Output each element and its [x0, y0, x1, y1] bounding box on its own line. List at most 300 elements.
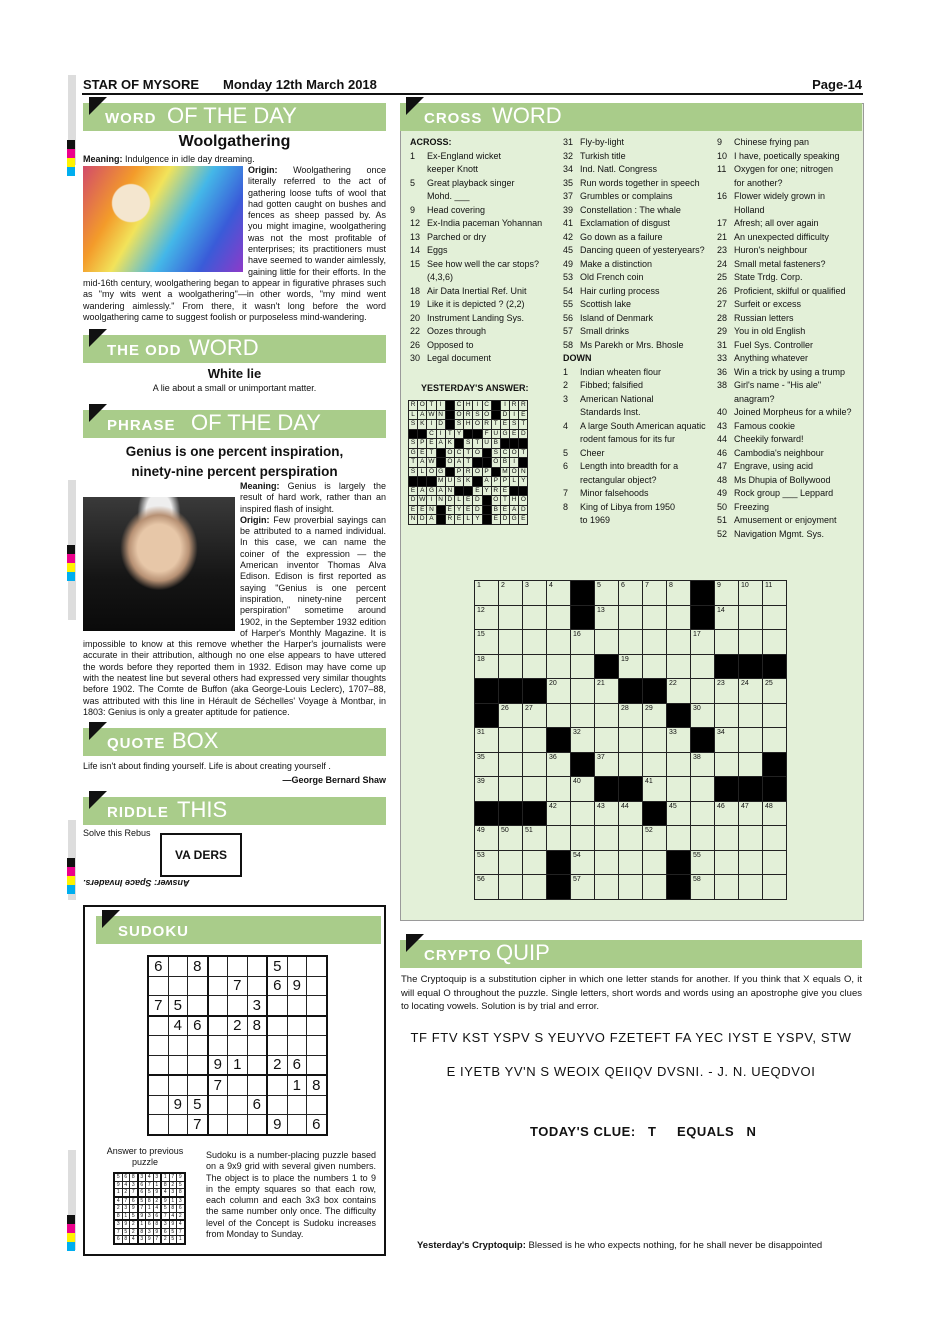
sudoku-cell[interactable]: 6 [148, 956, 168, 976]
sudoku-cell[interactable] [208, 1016, 228, 1036]
crossword-cell[interactable] [763, 850, 787, 875]
crossword-cell[interactable] [667, 679, 691, 704]
clue-text: I have, poetically speaking [734, 150, 840, 161]
crossword-cell[interactable] [667, 728, 691, 753]
answer-letter: G [436, 467, 445, 477]
crossword-cell[interactable] [667, 630, 691, 655]
sudoku-cell[interactable] [188, 976, 208, 996]
crossword-cell[interactable] [523, 850, 547, 875]
crossword-cell[interactable] [619, 875, 643, 900]
answer-letter: D [418, 515, 427, 525]
prev-sudoku-cell: 8 [169, 1205, 177, 1213]
sudoku-row [114, 1212, 185, 1220]
crossword-cell[interactable] [571, 875, 595, 900]
crossword-cell[interactable] [667, 777, 691, 802]
crossword-cell[interactable] [739, 752, 763, 777]
answer-letter: T [519, 420, 528, 430]
crossword-cell[interactable] [763, 728, 787, 753]
down-clue: anagram? [734, 393, 775, 404]
crossword-cell[interactable] [475, 630, 499, 655]
crossword-cell[interactable] [643, 850, 667, 875]
crossword-cell[interactable] [643, 777, 667, 802]
crossword-cell[interactable] [571, 728, 595, 753]
band-label-small: CROSS [424, 110, 483, 127]
sudoku-cell[interactable]: 9 [208, 1055, 228, 1075]
clue-text: Small metal fasteners? [734, 258, 826, 269]
crossword-cell[interactable] [619, 728, 643, 753]
crossword-cell[interactable] [475, 728, 499, 753]
sudoku-cell[interactable] [228, 1115, 248, 1135]
crossword-cell[interactable] [547, 752, 571, 777]
crossword-cell[interactable] [643, 630, 667, 655]
sudoku-cell[interactable] [307, 956, 327, 976]
clue-text: Like it is depicted ? (2,2) [427, 299, 525, 309]
crossword-cell[interactable] [595, 581, 619, 606]
todays-clue: TODAY'S CLUE: T EQUALS N [530, 1124, 757, 1139]
sudoku-cell[interactable]: 6 [307, 1115, 327, 1135]
sudoku-cell[interactable] [148, 1075, 168, 1095]
sudoku-cell[interactable] [307, 976, 327, 996]
crossword-cell[interactable] [715, 630, 739, 655]
crossword-cell[interactable] [595, 703, 619, 728]
sudoku-cell[interactable]: 2 [267, 1055, 287, 1075]
sudoku-cell[interactable] [287, 1016, 307, 1036]
crossword-cell[interactable] [547, 630, 571, 655]
crossword-cell[interactable] [595, 605, 619, 630]
sudoku-cell[interactable] [148, 1055, 168, 1075]
crossword-cell[interactable] [619, 826, 643, 851]
cell-number [619, 728, 642, 729]
crossword-cell[interactable] [499, 703, 523, 728]
sudoku-cell[interactable] [228, 1095, 248, 1115]
crossword-cell[interactable] [739, 850, 763, 875]
clue-number: 31 [563, 137, 574, 147]
crossword-cell[interactable] [547, 801, 571, 826]
crossword-cell[interactable] [691, 801, 715, 826]
sudoku-cell[interactable]: 5 [168, 996, 188, 1016]
crossword-cell[interactable] [763, 605, 787, 630]
sudoku-cell[interactable] [208, 1115, 228, 1135]
crossword-cell[interactable] [643, 875, 667, 900]
sudoku-cell[interactable] [267, 1036, 287, 1056]
sudoku-cell[interactable] [287, 1095, 307, 1115]
sudoku-cell[interactable] [168, 1115, 188, 1135]
answer-row [409, 505, 528, 515]
answer-letter: S [464, 439, 473, 449]
crossword-cell[interactable] [739, 875, 763, 900]
sudoku-cell[interactable]: 1 [228, 1055, 248, 1075]
clue-number: 46 [717, 447, 728, 458]
crossword-cell[interactable] [763, 679, 787, 704]
sudoku-cell[interactable] [208, 976, 228, 996]
sudoku-cell[interactable] [267, 1095, 287, 1115]
crossword-cell[interactable] [595, 826, 619, 851]
crossword-cell[interactable] [643, 728, 667, 753]
sudoku-cell[interactable] [287, 1036, 307, 1056]
sudoku-cell[interactable] [228, 996, 248, 1016]
sudoku-cell[interactable]: 6 [247, 1095, 267, 1115]
answer-letter: P [491, 477, 500, 487]
sudoku-cell[interactable] [148, 1095, 168, 1115]
crossword-cell[interactable] [523, 703, 547, 728]
crossword-cell[interactable] [523, 581, 547, 606]
sudoku-cell[interactable] [267, 996, 287, 1016]
sudoku-cell[interactable]: 5 [267, 956, 287, 976]
crossword-cell[interactable] [523, 875, 547, 900]
cell-number [499, 753, 522, 754]
crossword-cell[interactable] [595, 801, 619, 826]
crossword-cell[interactable] [571, 826, 595, 851]
sudoku-cell[interactable] [228, 1036, 248, 1056]
sudoku-cell[interactable]: 4 [168, 1016, 188, 1036]
sudoku-cell[interactable] [307, 1036, 327, 1056]
cell-number [763, 728, 786, 729]
prev-sudoku-cell: 5 [161, 1205, 169, 1213]
crossword-cell[interactable] [643, 752, 667, 777]
sudoku-cell[interactable] [247, 956, 267, 976]
crossword-cell[interactable] [715, 581, 739, 606]
cell-number [739, 704, 762, 705]
crossword-cell[interactable] [715, 875, 739, 900]
crossword-cell[interactable] [643, 605, 667, 630]
cell-number [739, 851, 762, 852]
answer-black-square [482, 505, 491, 515]
crossword-cell[interactable] [547, 605, 571, 630]
answer-black-square [454, 486, 463, 496]
crossword-cell[interactable] [691, 826, 715, 851]
crossword-cell[interactable] [475, 850, 499, 875]
sudoku-cell[interactable]: 9 [168, 1095, 188, 1115]
answer-letter: O [473, 420, 482, 430]
crossword-cell[interactable] [595, 850, 619, 875]
answer-letter: S [409, 439, 418, 449]
crossword-cell[interactable] [643, 703, 667, 728]
answer-letter: B [491, 505, 500, 515]
crossword-cell[interactable] [499, 850, 523, 875]
crossword-cell[interactable] [715, 801, 739, 826]
crossword-cell[interactable] [715, 850, 739, 875]
cell-number [499, 655, 522, 656]
sudoku-cell[interactable] [267, 1016, 287, 1036]
prev-sudoku-cell: 1 [122, 1212, 130, 1220]
crossword-cell[interactable] [643, 654, 667, 679]
sudoku-cell[interactable] [168, 1036, 188, 1056]
crossword-cell[interactable] [715, 826, 739, 851]
crossword-cell[interactable] [523, 752, 547, 777]
crossword-cell[interactable] [475, 777, 499, 802]
sudoku-cell[interactable] [148, 1036, 168, 1056]
crossword-cell[interactable] [547, 777, 571, 802]
band-label-big: QUIP [496, 940, 550, 965]
answer-letter: D [519, 505, 528, 515]
sudoku-cell[interactable]: 7 [228, 976, 248, 996]
clue-text: Ex-India paceman Yohannan [427, 218, 543, 228]
sudoku-cell[interactable] [267, 1075, 287, 1095]
crossword-cell[interactable] [571, 630, 595, 655]
crossword-cell[interactable] [571, 679, 595, 704]
sudoku-grid[interactable] [147, 955, 328, 1136]
crossword-cell[interactable] [739, 630, 763, 655]
crossword-cell[interactable] [715, 605, 739, 630]
crossword-cell[interactable] [619, 654, 643, 679]
cell-number: 14 [717, 606, 725, 614]
prev-sudoku-cell: 7 [138, 1205, 146, 1213]
sudoku-cell[interactable] [287, 956, 307, 976]
sudoku-cell[interactable] [168, 1055, 188, 1075]
crossword-cell[interactable] [691, 850, 715, 875]
crossword-cell[interactable] [499, 752, 523, 777]
riddle-prompt: Solve this Rebus [83, 828, 151, 838]
answer-letter: T [500, 496, 509, 506]
crossword-cell[interactable] [619, 801, 643, 826]
sudoku-cell[interactable] [188, 1036, 208, 1056]
crossword-cell[interactable] [571, 850, 595, 875]
sudoku-cell[interactable] [208, 956, 228, 976]
sudoku-cell[interactable]: 7 [208, 1075, 228, 1095]
crossword-cell[interactable] [643, 826, 667, 851]
cell-number: 47 [741, 802, 749, 810]
crossword-cell[interactable] [547, 581, 571, 606]
sudoku-cell[interactable] [247, 1075, 267, 1095]
crossword-cell[interactable] [667, 581, 691, 606]
crossword-cell[interactable] [715, 728, 739, 753]
answer-row [409, 439, 528, 449]
crossword-cell[interactable] [691, 679, 715, 704]
clue-text: Exclamation of disgust [580, 218, 671, 228]
clue-text: Anything whatever [734, 353, 809, 363]
crossword-cell[interactable] [523, 728, 547, 753]
crossword-cell[interactable] [523, 605, 547, 630]
crossword-cell[interactable] [667, 654, 691, 679]
cell-number: 16 [573, 631, 581, 638]
crossword-cell[interactable] [763, 826, 787, 851]
answer-letter: T [464, 448, 473, 458]
crossword-cell[interactable] [547, 703, 571, 728]
band-label-small: PHRASE [107, 417, 176, 434]
crossword-cell[interactable] [499, 581, 523, 606]
sudoku-cell[interactable]: 6 [267, 976, 287, 996]
crossword-cell[interactable] [691, 630, 715, 655]
crossword-cell[interactable] [595, 679, 619, 704]
crossword-cell[interactable] [739, 605, 763, 630]
sudoku-cell[interactable]: 8 [247, 1016, 267, 1036]
crossword-cell[interactable] [595, 630, 619, 655]
crossword-cell[interactable] [475, 581, 499, 606]
crossword-cell[interactable] [715, 679, 739, 704]
crossword-cell[interactable] [523, 826, 547, 851]
answer-letter: T [491, 420, 500, 430]
sudoku-cell[interactable] [148, 976, 168, 996]
crossword-cell[interactable] [547, 654, 571, 679]
crossword-cell[interactable] [523, 630, 547, 655]
clue-text: Cheekily forward! [734, 434, 804, 444]
cryptoquip-band [400, 940, 862, 968]
crossword-cell[interactable] [595, 728, 619, 753]
phrase-of-day-band [83, 410, 386, 438]
sudoku-cell[interactable] [168, 976, 188, 996]
crossword-cell[interactable] [499, 826, 523, 851]
crossword-cell[interactable] [571, 777, 595, 802]
crossword-black-square [523, 801, 547, 826]
crossword-cell[interactable] [691, 703, 715, 728]
sudoku-cell[interactable] [228, 1075, 248, 1095]
answer-black-square [473, 477, 482, 487]
crossword-cell[interactable] [499, 605, 523, 630]
sudoku-cell[interactable]: 6 [188, 1016, 208, 1036]
riddle-band [83, 797, 386, 825]
crossword-cell[interactable] [619, 630, 643, 655]
crossword-cell[interactable] [475, 752, 499, 777]
crossword-cell[interactable] [715, 752, 739, 777]
sudoku-cell[interactable]: 7 [188, 1115, 208, 1135]
crossword-cell[interactable] [763, 875, 787, 900]
crossword-cell[interactable] [739, 679, 763, 704]
crossword-cell[interactable] [523, 777, 547, 802]
prev-sudoku-cell: 9 [114, 1181, 122, 1189]
crossword-cell[interactable] [763, 581, 787, 606]
sudoku-cell[interactable]: 3 [247, 996, 267, 1016]
sudoku-cell[interactable] [168, 956, 188, 976]
crossword-cell[interactable] [619, 581, 643, 606]
clue-text: State Trdg. Corp. [734, 272, 803, 282]
prev-sudoku-cell: 6 [130, 1197, 138, 1205]
sudoku-cell[interactable] [148, 1016, 168, 1036]
crossword-cell[interactable] [595, 752, 619, 777]
crossword-cell[interactable] [475, 875, 499, 900]
sudoku-cell[interactable] [247, 1036, 267, 1056]
crossword-row [475, 850, 787, 875]
crossword-cell[interactable] [619, 605, 643, 630]
crossword-cell[interactable] [475, 654, 499, 679]
clue-number: 13 [410, 231, 421, 242]
sudoku-cell[interactable] [247, 976, 267, 996]
prev-sudoku-cell: 3 [138, 1236, 146, 1244]
sudoku-cell[interactable]: 9 [267, 1115, 287, 1135]
crossword-cell[interactable] [643, 581, 667, 606]
crossword-cell[interactable] [691, 777, 715, 802]
sudoku-cell[interactable] [247, 1055, 267, 1075]
clue-number: 30 [410, 353, 421, 363]
answer-letter: O [482, 410, 491, 420]
crossword-cell[interactable] [691, 752, 715, 777]
crossword-cell[interactable] [619, 703, 643, 728]
crossword-cell[interactable] [595, 875, 619, 900]
clue-text: Constellation : The whale [580, 204, 681, 215]
sudoku-cell[interactable] [208, 996, 228, 1016]
crossword-cell[interactable] [667, 826, 691, 851]
prev-sudoku-cell: 9 [161, 1197, 169, 1205]
crossword-cell[interactable] [619, 850, 643, 875]
sudoku-cell[interactable]: 7 [148, 996, 168, 1016]
crossword-cell[interactable] [547, 826, 571, 851]
clue-text: Instrument Landing Sys. [427, 312, 525, 323]
crossword-cell[interactable] [499, 875, 523, 900]
sudoku-cell[interactable] [307, 996, 327, 1016]
crossword-cell[interactable] [547, 679, 571, 704]
band-notch [89, 791, 107, 809]
sudoku-cell[interactable]: 8 [188, 956, 208, 976]
crossword-cell[interactable] [475, 826, 499, 851]
crossword-cell[interactable] [739, 801, 763, 826]
crossword-cell[interactable] [667, 752, 691, 777]
band-label-big: OF THE DAY [167, 103, 297, 128]
crossword-cell[interactable] [571, 801, 595, 826]
crossword-cell[interactable] [499, 654, 523, 679]
crossword-cell[interactable] [763, 801, 787, 826]
sudoku-cell[interactable]: 6 [287, 1055, 307, 1075]
answer-letter: A [427, 515, 436, 525]
sudoku-cell[interactable] [228, 956, 248, 976]
sudoku-cell[interactable] [188, 1055, 208, 1075]
clue-number: 16 [717, 191, 728, 201]
crossword-cell[interactable] [667, 801, 691, 826]
crossword-cell[interactable] [739, 728, 763, 753]
sudoku-row [148, 1055, 327, 1075]
sudoku-cell[interactable] [168, 1075, 188, 1095]
crossword-cell[interactable] [475, 605, 499, 630]
crossword-cell[interactable] [763, 630, 787, 655]
sudoku-cell[interactable] [208, 1095, 228, 1115]
crossword-grid[interactable] [474, 580, 787, 900]
sudoku-cell[interactable] [188, 996, 208, 1016]
yesterday-answer-label: YESTERDAY'S ANSWER: [421, 383, 529, 393]
crossword-cell[interactable] [571, 654, 595, 679]
sudoku-cell[interactable]: 8 [307, 1075, 327, 1095]
issue-date: Monday 12th March 2018 [223, 77, 377, 92]
sudoku-cell[interactable] [307, 1095, 327, 1115]
answer-black-square [510, 439, 519, 449]
sudoku-cell[interactable] [307, 1016, 327, 1036]
sudoku-cell[interactable] [148, 1115, 168, 1135]
crossword-cell[interactable] [715, 703, 739, 728]
crossword-cell[interactable] [499, 630, 523, 655]
crossword-cell[interactable] [739, 703, 763, 728]
answer-letter: T [473, 439, 482, 449]
cell-number [715, 630, 738, 631]
sudoku-cell[interactable] [307, 1055, 327, 1075]
prev-sudoku-cell: 8 [122, 1236, 130, 1244]
sudoku-cell[interactable]: 5 [188, 1095, 208, 1115]
sudoku-cell[interactable] [287, 1115, 307, 1135]
sudoku-cell[interactable] [208, 1036, 228, 1056]
crossword-cell[interactable] [523, 654, 547, 679]
sudoku-cell[interactable]: 9 [287, 976, 307, 996]
sudoku-cell[interactable] [188, 1075, 208, 1095]
crossword-cell[interactable] [691, 654, 715, 679]
clue-number: 57 [563, 326, 574, 336]
band-label-small: RIDDLE [107, 804, 169, 821]
crossword-cell[interactable] [739, 826, 763, 851]
sudoku-row [114, 1197, 185, 1205]
odd-word-title: White lie [207, 366, 262, 381]
sudoku-cell[interactable]: 1 [287, 1075, 307, 1095]
crossword-black-square [667, 875, 691, 900]
sudoku-cell[interactable] [247, 1115, 267, 1135]
crossword-cell[interactable] [571, 703, 595, 728]
clue-text: Joined Morpheus for a while? [734, 407, 852, 417]
crossword-black-square [691, 728, 715, 753]
crossword-cell[interactable] [739, 581, 763, 606]
crossword-cell[interactable] [499, 777, 523, 802]
crossword-cell[interactable] [667, 605, 691, 630]
sudoku-cell[interactable]: 2 [228, 1016, 248, 1036]
crossword-cell[interactable] [763, 703, 787, 728]
crossword-cell[interactable] [499, 728, 523, 753]
crossword-cell[interactable] [619, 752, 643, 777]
crossword-cell[interactable] [691, 875, 715, 900]
sudoku-cell[interactable] [287, 996, 307, 1016]
quote-author: —George Bernard Shaw [282, 775, 386, 785]
